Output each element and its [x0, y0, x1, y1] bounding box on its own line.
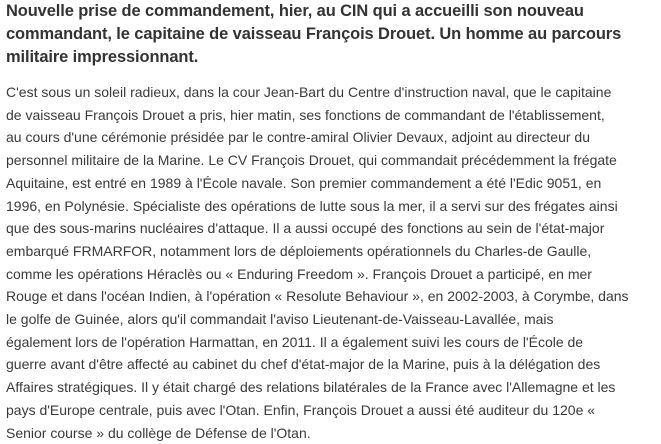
body-line: de vaisseau François Drouet a pris, hier matin, ses fonctions de commandant de l'établissement, — [6, 106, 605, 123]
body-line: comme les opérations Héraclès ou « Enduring Freedom ». François Drouet a participé, en mer — [6, 265, 592, 282]
body-line: que des sous-marins nucléaires d'attaque. Il a aussi occupé des fonctions au sein de l'état-major — [6, 220, 605, 237]
body-line: personnel militaire de la Marine. Le CV François Drouet, qui commandait précédemment la frégate — [6, 152, 617, 169]
body-line: guerre avant d'être affecté au cabinet du chef d'état-major de la Marine, puis à la délégation des — [6, 356, 601, 373]
body-line: embarqué FRMARFOR, notamment lors de déploiements opérationnels du Charles-de Gaulle, — [6, 242, 592, 259]
headline-line: militaire impressionnant. — [6, 48, 199, 66]
body-line: C'est sous un soleil radieux, dans la cour Jean-Bart du Centre d'instruction naval, que le capitaine — [6, 84, 612, 100]
body-line: 1996, en Polynésie. Spécialiste des opérations de lutte sous la mer, il a servi sur des frégates ainsi — [6, 197, 618, 214]
body-line: pays d'Europe centrale, puis avec l'Otan. Enfin, François Drouet a aussi été auditeur du 120e « — [6, 401, 596, 418]
article — [6, 0, 658, 441]
headline-line: Nouvelle prise de commandement, hier, au CIN qui a accueilli son nouveau — [6, 2, 584, 20]
body-line: également lors de l'opération Harmattan, en 2011. Il a également suivi les cours de l'École de — [6, 333, 584, 350]
body-line: Senior course » du collège de Défense de l'Otan. — [6, 424, 311, 441]
body-line: au cours d'une cérémonie présidée par le contre-amiral Olivier Devaux, adjoint au directeur du — [6, 129, 590, 146]
body-line: Affaires stratégiques. Il y était chargé des relations bilatérales de la France avec l'Allemagne et les — [6, 379, 616, 396]
body-line: Aquitaine, est entré en 1989 à l'École navale. Son premier commandement a été l'Edic 9051, en — [6, 174, 602, 191]
article-headline — [6, 0, 658, 69]
headline-line: commandant, le capitaine de vaisseau François Drouet. Un homme au parcours — [6, 25, 622, 43]
body-line: Rouge et dans l'océan Indien, à l'opération « Resolute Behaviour », en 2002-2003, à Corymbe, dans — [6, 288, 629, 305]
article-body — [6, 81, 629, 444]
body-line: le golfe de Guinée, alors qu'il commandait l'aviso Lieutenant-de-Vaisseau-Lavallée, mais — [6, 311, 554, 328]
